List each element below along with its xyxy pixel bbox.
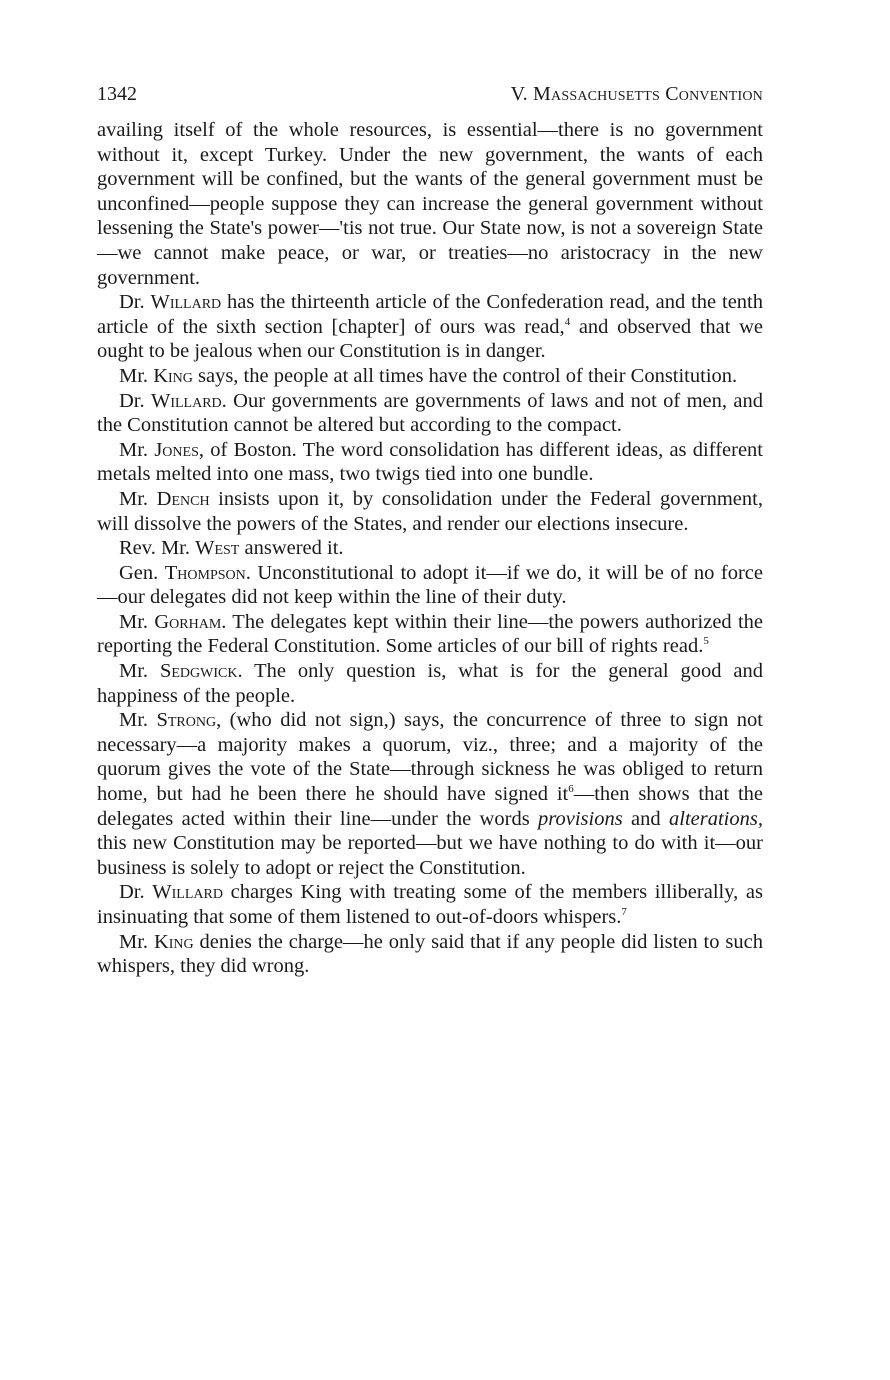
page-number: 1342 <box>97 83 137 105</box>
paragraph-text: this new Constitution may be reported—but we have nothing to do with it—our business is solely to adopt or reject the Constitution. <box>97 832 763 879</box>
paragraph <box>97 118 763 290</box>
paragraph <box>97 290 763 364</box>
speaker-title: Mr. <box>119 487 157 510</box>
paragraph-text: availing itself of the whole resources, is essential—there is no government without it, except Turkey. Under the new government, the wants of each government will be confined, but the wants of the general government must be unconfined—people suppose they can increase the general government without lessening the State's power—'tis not true. Our State now, is not a sovereign State—we cannot make peace, or war, or treaties—no aristocracy in the new government. <box>97 119 763 289</box>
running-title: V. Massachusetts Convention <box>510 83 763 105</box>
paragraph <box>97 487 763 536</box>
speaker-title: Dr. <box>119 881 153 904</box>
speaker-name: Willard <box>152 881 223 904</box>
footnote-reference: 5 <box>703 635 709 648</box>
speaker-title: Dr. <box>119 291 151 314</box>
italic-term: alterations, <box>669 807 763 830</box>
paragraph-text: . The delegates kept within their line—the powers authorized the reporting the Federal Constitution. Some articles of our bill of rights read. <box>97 610 763 658</box>
paragraph-text: , (who did not sign,) says, the concurrence of three to sign not necessary—a majority makes a quorum, viz., three; and a majority of the quorum gives the vote of the State—through sickness he was obliged to return home, but had he been there he should have signed it <box>97 709 763 806</box>
italic-term: provisions <box>538 807 623 830</box>
footnote-reference: 4 <box>564 315 571 328</box>
speaker-name: Strong <box>156 709 217 732</box>
speaker-name: Gorham <box>154 610 222 633</box>
paragraph <box>97 389 763 438</box>
speaker-name: West <box>195 537 240 560</box>
body-text <box>97 118 763 979</box>
speaker-name: Willard <box>150 291 222 314</box>
speaker-title: Mr. <box>119 930 154 953</box>
paragraph-text: —then shows that the delegates acted within their line—under the words <box>97 783 763 830</box>
paragraph <box>97 561 763 610</box>
speaker-name: King <box>153 930 194 953</box>
paragraph-text: denies the charge—he only said that if any people did listen to such whispers, they did wrong. <box>97 930 763 978</box>
paragraph-text: charges King with treating some of the members illiberally, as insinuating that some of them listened to out-of-doors whispers. <box>97 881 763 928</box>
speaker-name: King <box>153 364 193 387</box>
speaker-name: Sedgwick <box>159 660 238 683</box>
footnote-reference: 6 <box>568 783 574 796</box>
speaker-name: Thompson <box>164 561 246 584</box>
speaker-title: Dr. <box>119 389 151 412</box>
paragraph <box>97 610 763 659</box>
paragraph-text: has the thirteenth article of the Confederation read, and the tenth article of the sixth section [chapter] of ours was read, <box>97 291 763 338</box>
paragraph-text: , of Boston. The word consolidation has different ideas, as different metals melted into one mass, two twigs tied into one bundle. <box>97 438 763 486</box>
paragraph <box>97 659 763 708</box>
speaker-title: Mr. <box>119 438 155 461</box>
footnote-reference: 7 <box>621 906 627 918</box>
paragraph-text: says, the people at all times have the control of their Constitution. <box>192 364 738 387</box>
paragraph-text: insists upon it, by consolidation under the Federal government, will dissolve the powers of the States, and render our elections insecure. <box>97 487 763 535</box>
paragraph <box>97 364 763 389</box>
speaker-title: Mr. <box>119 709 157 732</box>
paragraph-text: and <box>622 807 670 830</box>
document-page <box>97 78 763 979</box>
paragraph <box>97 438 763 487</box>
paragraph-text: and observed that we ought to be jealous when our Constitution is in danger. <box>97 315 763 363</box>
speaker-title: Gen. <box>119 561 165 584</box>
speaker-title: Mr. <box>119 610 155 633</box>
paragraph-text: . Unconstitutional to adopt it—if we do, it will be of no force—our delegates did not keep within the line of their duty. <box>97 561 763 609</box>
speaker-title: Mr. <box>119 660 160 683</box>
speaker-name: Jones <box>154 438 199 461</box>
paragraph <box>97 880 763 929</box>
speaker-name: Dench <box>156 487 210 510</box>
speaker-title: Mr. <box>119 364 154 387</box>
paragraph-text: . The only question is, what is for the general good and happiness of the people. <box>97 660 763 707</box>
paragraph <box>97 536 763 561</box>
speaker-name: Willard <box>150 389 222 412</box>
speaker-title: Rev. Mr. <box>119 537 196 560</box>
paragraph-text: answered it. <box>239 537 344 560</box>
paragraph-text: . Our governments are governments of laws and not of men, and the Constitution cannot be altered but according to the compact. <box>97 389 763 437</box>
paragraph <box>97 930 763 979</box>
running-head <box>97 78 763 118</box>
paragraph <box>97 708 763 880</box>
